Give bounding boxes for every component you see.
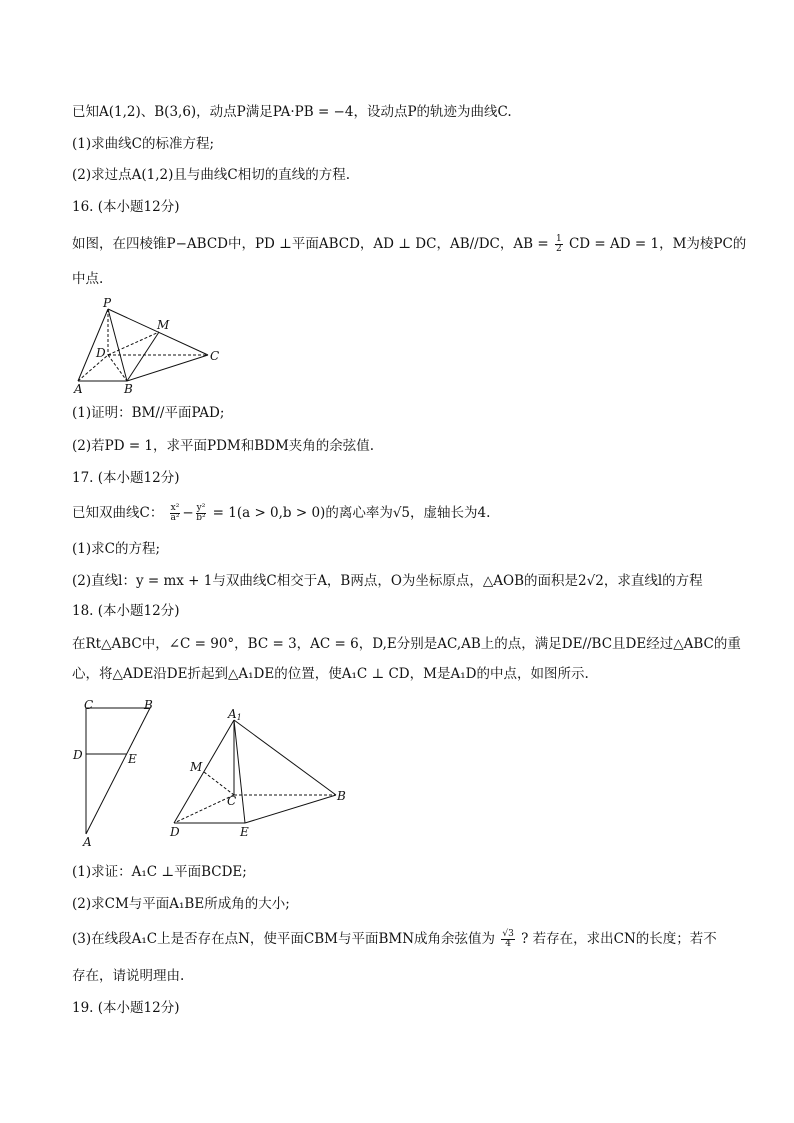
label-m: M (190, 760, 203, 774)
p15-intro: 已知A(1,2)、B(3,6)，动点P满足PA·PB = −4，设动点P的轨迹为曲线C. (72, 104, 512, 120)
p18-q3 (72, 929, 717, 949)
p17-intro-b: = 1(a > 0,b > 0)的离心率为√5，虚轴长为4. (212, 505, 491, 521)
p16-frac-num: 1 (555, 234, 562, 244)
p18-frac-den: 4 (505, 939, 511, 949)
pyramid-figure (70, 296, 230, 396)
triangle-figure (72, 696, 162, 848)
label-d: D (73, 748, 83, 762)
p17-x2: x² (170, 503, 180, 513)
label-d: D (96, 346, 106, 360)
edge-db (108, 355, 127, 381)
p18-q3-a: (3)在线段A₁C上是否存在点N，使平面CBM与平面BMN成角余弦值为 (72, 931, 496, 947)
label-b: B (144, 698, 153, 712)
p18-header: 18. (本小题12分) (72, 603, 180, 619)
p18-q2: (2)求CM与平面A₁BE所成角的大小; (72, 896, 290, 912)
p15-q1: (1)求曲线C的标准方程; (72, 136, 215, 152)
folded-figure (168, 702, 358, 842)
p18-fraction (501, 930, 514, 949)
p16-frac-den: 2 (555, 244, 562, 254)
edge-cd (174, 794, 237, 823)
p16-intro-c: 中点. (72, 271, 104, 287)
p16-q2: (2)若PD = 1，求平面PDM和BDM夹角的余弦值. (72, 438, 375, 454)
p17-y2: y² (196, 503, 206, 513)
p17-header: 17. (本小题12分) (72, 470, 180, 486)
p17-b2: b² (196, 513, 206, 523)
label-c: C (84, 698, 94, 712)
p18-q3-b: ? 若存在，求出CN的长度；若不 (521, 931, 717, 947)
p17-intro: 已知双曲线C： $\frac{\text{x²}}{\text{a²}}$ − $\frac{\text{y²}}{\text{b²}}$ = 1(a > 0,b > 0)的离心率为√5，虚轴长为4. (72, 503, 491, 523)
label-m: M (157, 318, 170, 332)
p18-q1: (1)求证：A₁C ⊥平面BCDE; (72, 864, 247, 880)
p15-q2: (2)求过点A(1,2)且与曲线C相切的直线的方程. (72, 167, 350, 183)
p16-intro-a: 如图，在四棱锥P−ABCD中，PD ⊥平面ABCD，AD ⊥ DC，AB//DC，AB = (72, 236, 549, 252)
edge-a1d (174, 720, 237, 823)
p18-intro-b: 心，将△ADE沿DE折起到△A₁DE的位置，使A₁C ⊥ CD，M是A₁D的中点，如图所示. (72, 666, 589, 682)
edge-a1b (234, 720, 336, 795)
p17-q2: (2)直线l：y = mx + 1与双曲线C相交于A，B两点，O为坐标原点，△AOB的面积是2√2，求直线l的方程 (72, 573, 703, 589)
label-b: B (337, 789, 346, 803)
p19-header: 19. (本小题12分) (72, 1000, 180, 1016)
label-e: E (128, 752, 137, 766)
edge-pb (108, 309, 127, 381)
p18-frac-num: √3 (502, 929, 514, 939)
label-d: D (170, 825, 180, 839)
label-p: P (103, 296, 112, 310)
p16-intro (72, 234, 746, 254)
p17-intro-a: 已知双曲线C： (72, 505, 164, 521)
label-c: C (210, 349, 220, 363)
p17-frac-x (170, 504, 181, 523)
p17-frac-y (196, 504, 207, 523)
p16-fraction (555, 235, 563, 254)
label-c: C (227, 794, 237, 808)
label-b: B (124, 382, 133, 396)
label-a1: A1 (228, 707, 242, 722)
p16-intro-b: CD = AD = 1，M为棱PC的 (568, 236, 747, 252)
edge-bc (127, 355, 208, 381)
edge-eb (245, 795, 336, 823)
label-a: A (83, 835, 92, 848)
label-a: A (74, 382, 83, 396)
p16-header: 16. (本小题12分) (72, 199, 180, 215)
edge-mc (204, 772, 234, 795)
edge-pa (78, 309, 108, 381)
p18-intro-a: 在Rt△ABC中，∠C = 90°，BC = 3，AC = 6，D,E分别是AC,AB上的点，满足DE//BC且DE经过△ABC的重 (72, 636, 741, 652)
label-e: E (240, 825, 249, 839)
edge-bm (127, 332, 159, 381)
p17-a2: a² (170, 513, 180, 523)
p16-q1: (1)证明：BM//平面PAD; (72, 405, 225, 421)
p18-q3-c: 存在，请说明理由. (72, 968, 185, 984)
edge-ba (86, 708, 150, 834)
p17-q1: (1)求C的方程; (72, 541, 161, 557)
